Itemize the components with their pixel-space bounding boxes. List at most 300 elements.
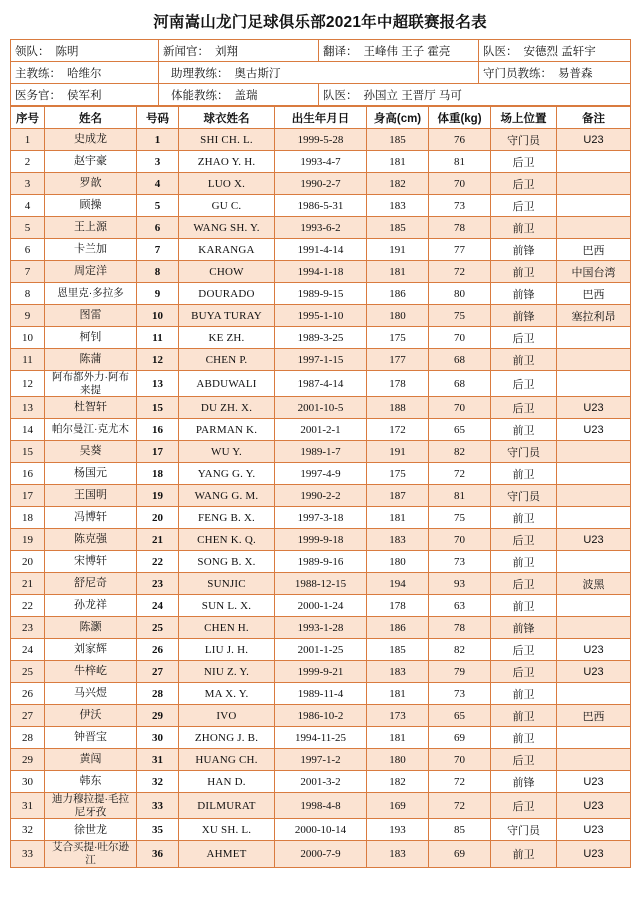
cell-height: 172 [367,419,429,441]
cell-note: U23 [557,661,631,683]
cell-weight: 78 [429,217,491,239]
table-row [11,683,631,705]
cell-height: 181 [367,507,429,529]
cell-name: 陈克强 [45,529,137,551]
cell-note: 巴西 [557,239,631,261]
cell-height: 182 [367,173,429,195]
cell-index: 25 [11,661,45,683]
cell-height: 191 [367,441,429,463]
cell-note: U23 [557,819,631,841]
cell-shirt-number: 36 [137,841,179,867]
cell-position: 后卫 [491,661,557,683]
cell-note: U23 [557,639,631,661]
cell-weight: 70 [429,173,491,195]
column-header-shirt-name: 球衣姓名 [179,107,275,129]
cell-shirt-name: SUN L. X. [179,595,275,617]
cell-shirt-name: KARANGA [179,239,275,261]
cell-shirt-number: 12 [137,349,179,371]
cell-name: 史成龙 [45,129,137,151]
cell-dob: 1993-1-28 [275,617,367,639]
cell-weight: 73 [429,683,491,705]
cell-note [557,485,631,507]
cell-index: 26 [11,683,45,705]
cell-position: 前卫 [491,595,557,617]
cell-position: 后卫 [491,397,557,419]
cell-position: 前卫 [491,705,557,727]
cell-weight: 82 [429,639,491,661]
table-row [11,371,631,397]
cell-shirt-name: ZHONG J. B. [179,727,275,749]
cell-weight: 85 [429,819,491,841]
cell-index: 7 [11,261,45,283]
cell-height: 183 [367,841,429,867]
cell-note: 塞拉利昂 [557,305,631,327]
cell-dob: 1998-4-8 [275,793,367,819]
cell-position: 后卫 [491,327,557,349]
cell-shirt-number: 11 [137,327,179,349]
column-header-position: 场上位置 [491,107,557,129]
table-row [11,349,631,371]
cell-name: 王上源 [45,217,137,239]
cell-weight: 81 [429,151,491,173]
cell-index: 30 [11,771,45,793]
cell-dob: 1989-1-7 [275,441,367,463]
cell-name: 宋博轩 [45,551,137,573]
cell-shirt-number: 20 [137,507,179,529]
cell-shirt-name: AHMET [179,841,275,867]
cell-index: 16 [11,463,45,485]
cell-index: 33 [11,841,45,867]
cell-weight: 72 [429,793,491,819]
cell-note [557,617,631,639]
cell-position: 前卫 [491,217,557,239]
cell-shirt-name: DU ZH. X. [179,397,275,419]
cell-weight: 69 [429,727,491,749]
cell-name: 迪力穆拉提·毛拉尼牙孜 [45,793,137,819]
table-row [11,151,631,173]
cell-dob: 2001-10-5 [275,397,367,419]
cell-dob: 1987-4-14 [275,371,367,397]
cell-note [557,349,631,371]
cell-dob: 2000-7-9 [275,841,367,867]
cell-shirt-number: 3 [137,151,179,173]
cell-dob: 2001-2-1 [275,419,367,441]
cell-dob: 1997-4-9 [275,463,367,485]
cell-height: 186 [367,617,429,639]
column-header-index: 序号 [11,107,45,129]
cell-note [557,727,631,749]
column-header-weight: 体重(kg) [429,107,491,129]
cell-shirt-name: FENG B. X. [179,507,275,529]
cell-shirt-name: WANG SH. Y. [179,217,275,239]
cell-shirt-number: 13 [137,371,179,397]
staff-cell-medical-officer: 医务官： 侯军利 [11,84,159,106]
cell-note: U23 [557,529,631,551]
cell-shirt-name: MA X. Y. [179,683,275,705]
cell-dob: 1989-9-16 [275,551,367,573]
cell-position: 前卫 [491,507,557,529]
cell-shirt-name: LUO X. [179,173,275,195]
cell-shirt-name: NIU Z. Y. [179,661,275,683]
cell-note: U23 [557,129,631,151]
cell-name: 杜智轩 [45,397,137,419]
cell-shirt-name: LIU J. H. [179,639,275,661]
cell-name: 帕尔曼江·克尤木 [45,419,137,441]
table-row [11,217,631,239]
cell-height: 180 [367,749,429,771]
cell-note [557,683,631,705]
cell-dob: 1999-9-18 [275,529,367,551]
cell-shirt-number: 18 [137,463,179,485]
cell-position: 前卫 [491,419,557,441]
staff-cell-team-leader: 领队： 陈明 [11,40,159,62]
cell-shirt-name: GU C. [179,195,275,217]
cell-index: 15 [11,441,45,463]
cell-name: 顾操 [45,195,137,217]
cell-note [557,217,631,239]
cell-dob: 1999-5-28 [275,129,367,151]
cell-note [557,151,631,173]
table-row [11,327,631,349]
cell-dob: 1990-2-2 [275,485,367,507]
cell-name: 卡兰加 [45,239,137,261]
cell-index: 20 [11,551,45,573]
cell-shirt-name: HAN D. [179,771,275,793]
cell-height: 182 [367,771,429,793]
cell-name: 周定洋 [45,261,137,283]
cell-index: 2 [11,151,45,173]
column-header-shirt-number: 号码 [137,107,179,129]
cell-shirt-number: 10 [137,305,179,327]
cell-position: 守门员 [491,485,557,507]
cell-index: 31 [11,793,45,819]
cell-shirt-name: DILMURAT [179,793,275,819]
cell-note: U23 [557,397,631,419]
cell-dob: 1989-11-4 [275,683,367,705]
cell-shirt-name: HUANG CH. [179,749,275,771]
staff-cell-goalkeeper-coach: 守门员教练： 易普森 [479,62,631,84]
cell-shirt-name: CHOW [179,261,275,283]
cell-shirt-number: 24 [137,595,179,617]
cell-weight: 65 [429,419,491,441]
cell-name: 赵宇豪 [45,151,137,173]
cell-shirt-number: 23 [137,573,179,595]
table-row [11,195,631,217]
cell-height: 181 [367,151,429,173]
cell-index: 24 [11,639,45,661]
cell-note: 巴西 [557,705,631,727]
cell-dob: 1989-3-25 [275,327,367,349]
cell-index: 8 [11,283,45,305]
cell-index: 27 [11,705,45,727]
table-row [11,551,631,573]
cell-shirt-name: WANG G. M. [179,485,275,507]
cell-height: 178 [367,595,429,617]
cell-dob: 1994-1-18 [275,261,367,283]
cell-index: 13 [11,397,45,419]
cell-dob: 2001-1-25 [275,639,367,661]
cell-index: 22 [11,595,45,617]
cell-position: 前卫 [491,463,557,485]
cell-index: 21 [11,573,45,595]
cell-weight: 76 [429,129,491,151]
cell-note [557,195,631,217]
column-header-height: 身高(cm) [367,107,429,129]
cell-name: 刘家辉 [45,639,137,661]
cell-name: 冯博轩 [45,507,137,529]
cell-weight: 79 [429,661,491,683]
cell-shirt-name: ZHAO Y. H. [179,151,275,173]
cell-weight: 93 [429,573,491,595]
cell-shirt-number: 4 [137,173,179,195]
cell-height: 173 [367,705,429,727]
table-row [11,639,631,661]
table-row [11,529,631,551]
cell-shirt-number: 15 [137,397,179,419]
cell-position: 前卫 [491,727,557,749]
cell-height: 191 [367,239,429,261]
cell-shirt-name: DOURADO [179,283,275,305]
cell-height: 175 [367,327,429,349]
cell-shirt-number: 35 [137,819,179,841]
cell-position: 守门员 [491,441,557,463]
cell-weight: 69 [429,841,491,867]
cell-shirt-name: YANG G. Y. [179,463,275,485]
roster-table-body [11,129,631,868]
cell-shirt-number: 27 [137,661,179,683]
roster-header-row [11,107,631,129]
cell-name: 舒尼奇 [45,573,137,595]
table-row [11,617,631,639]
cell-position: 前锋 [491,239,557,261]
cell-dob: 2000-1-24 [275,595,367,617]
table-row [11,419,631,441]
staff-table [10,39,631,106]
cell-position: 后卫 [491,573,557,595]
column-header-name: 姓名 [45,107,137,129]
cell-dob: 1990-2-7 [275,173,367,195]
cell-name: 伊沃 [45,705,137,727]
cell-note [557,507,631,529]
cell-shirt-number: 22 [137,551,179,573]
cell-weight: 65 [429,705,491,727]
cell-weight: 81 [429,485,491,507]
table-row [11,397,631,419]
cell-note [557,749,631,771]
cell-note: U23 [557,419,631,441]
cell-shirt-number: 16 [137,419,179,441]
cell-shirt-number: 26 [137,639,179,661]
staff-cell-team-doctors: 队医： 孙国立 王晋厅 马可 [319,84,631,106]
table-row [11,727,631,749]
cell-shirt-name: IVO [179,705,275,727]
cell-index: 17 [11,485,45,507]
cell-note: U23 [557,793,631,819]
cell-height: 183 [367,661,429,683]
table-row [11,771,631,793]
cell-index: 4 [11,195,45,217]
cell-dob: 1997-1-2 [275,749,367,771]
cell-weight: 75 [429,507,491,529]
cell-position: 守门员 [491,129,557,151]
cell-height: 180 [367,305,429,327]
cell-name: 艾合买提·吐尔逊江 [45,841,137,867]
cell-height: 183 [367,195,429,217]
cell-index: 18 [11,507,45,529]
cell-height: 180 [367,551,429,573]
cell-height: 185 [367,217,429,239]
cell-index: 32 [11,819,45,841]
table-row [11,485,631,507]
cell-position: 前锋 [491,617,557,639]
cell-dob: 1999-9-21 [275,661,367,683]
cell-shirt-number: 33 [137,793,179,819]
table-row [11,705,631,727]
cell-index: 10 [11,327,45,349]
cell-name: 陈蒲 [45,349,137,371]
table-row [11,661,631,683]
table-row [11,283,631,305]
cell-note [557,173,631,195]
cell-shirt-name: WU Y. [179,441,275,463]
cell-name: 马兴煜 [45,683,137,705]
cell-height: 181 [367,261,429,283]
cell-weight: 70 [429,529,491,551]
cell-dob: 1993-4-7 [275,151,367,173]
cell-dob: 1986-10-2 [275,705,367,727]
cell-name: 钟晋宝 [45,727,137,749]
cell-note: U23 [557,771,631,793]
cell-position: 前卫 [491,841,557,867]
cell-dob: 1991-4-14 [275,239,367,261]
cell-shirt-name: CHEN K. Q. [179,529,275,551]
cell-shirt-number: 17 [137,441,179,463]
cell-shirt-name: BUYA TURAY [179,305,275,327]
cell-weight: 70 [429,749,491,771]
staff-cell-head-coach: 主教练： 哈维尔 [11,62,159,84]
cell-name: 孙龙祥 [45,595,137,617]
cell-position: 前卫 [491,683,557,705]
cell-height: 193 [367,819,429,841]
cell-name: 罗歆 [45,173,137,195]
staff-row-3 [11,84,631,106]
cell-position: 前锋 [491,771,557,793]
table-row [11,305,631,327]
cell-position: 后卫 [491,173,557,195]
cell-weight: 63 [429,595,491,617]
cell-shirt-number: 28 [137,683,179,705]
cell-weight: 75 [429,305,491,327]
cell-shirt-number: 7 [137,239,179,261]
staff-row-2 [11,62,631,84]
cell-dob: 2000-10-14 [275,819,367,841]
cell-shirt-number: 32 [137,771,179,793]
cell-position: 前卫 [491,261,557,283]
cell-height: 186 [367,283,429,305]
staff-table-body [11,40,631,106]
cell-index: 14 [11,419,45,441]
cell-dob: 1995-1-10 [275,305,367,327]
cell-weight: 73 [429,551,491,573]
cell-height: 181 [367,727,429,749]
table-row [11,749,631,771]
cell-name: 王国明 [45,485,137,507]
cell-shirt-number: 29 [137,705,179,727]
cell-shirt-number: 31 [137,749,179,771]
cell-index: 1 [11,129,45,151]
cell-weight: 82 [429,441,491,463]
cell-dob: 1994-11-25 [275,727,367,749]
table-row [11,129,631,151]
cell-shirt-number: 9 [137,283,179,305]
cell-position: 后卫 [491,793,557,819]
table-row [11,239,631,261]
cell-note [557,441,631,463]
cell-height: 183 [367,529,429,551]
cell-name: 牛梓屹 [45,661,137,683]
cell-height: 187 [367,485,429,507]
cell-height: 188 [367,397,429,419]
cell-shirt-number: 19 [137,485,179,507]
cell-index: 9 [11,305,45,327]
cell-shirt-name: SONG B. X. [179,551,275,573]
cell-shirt-number: 21 [137,529,179,551]
column-header-note: 备注 [557,107,631,129]
cell-note [557,595,631,617]
cell-height: 185 [367,129,429,151]
cell-position: 前卫 [491,349,557,371]
cell-dob: 1997-1-15 [275,349,367,371]
cell-index: 5 [11,217,45,239]
staff-cell-translator: 翻译： 王峰伟 王子 霍亮 [319,40,479,62]
table-row [11,573,631,595]
table-row [11,507,631,529]
cell-shirt-name: SUNJIC [179,573,275,595]
cell-height: 177 [367,349,429,371]
cell-shirt-name: SHI CH. L. [179,129,275,151]
table-row [11,261,631,283]
cell-name: 陈灏 [45,617,137,639]
cell-name: 韩东 [45,771,137,793]
cell-index: 11 [11,349,45,371]
cell-dob: 1988-12-15 [275,573,367,595]
cell-position: 后卫 [491,749,557,771]
cell-shirt-number: 6 [137,217,179,239]
cell-height: 169 [367,793,429,819]
cell-index: 3 [11,173,45,195]
cell-shirt-name: CHEN H. [179,617,275,639]
cell-weight: 72 [429,463,491,485]
cell-weight: 73 [429,195,491,217]
cell-note: 波黑 [557,573,631,595]
cell-dob: 2001-3-2 [275,771,367,793]
cell-position: 后卫 [491,529,557,551]
cell-dob: 1989-9-15 [275,283,367,305]
cell-shirt-number: 30 [137,727,179,749]
cell-index: 23 [11,617,45,639]
cell-shirt-name: KE ZH. [179,327,275,349]
table-row [11,819,631,841]
cell-height: 175 [367,463,429,485]
cell-position: 后卫 [491,371,557,397]
table-row [11,841,631,867]
cell-name: 阿布都外力·阿布来提 [45,371,137,397]
cell-weight: 68 [429,349,491,371]
table-row [11,595,631,617]
cell-shirt-number: 5 [137,195,179,217]
cell-note [557,551,631,573]
cell-shirt-name: PARMAN K. [179,419,275,441]
